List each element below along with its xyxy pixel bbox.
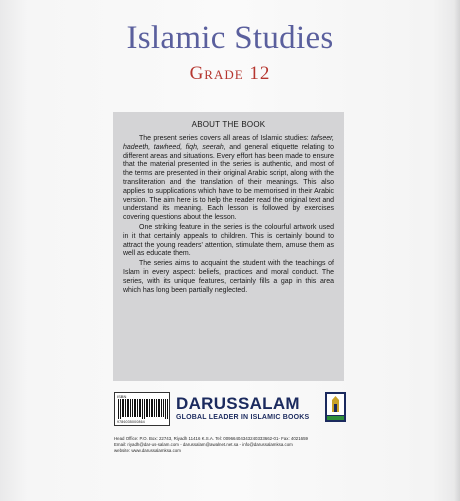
about-paragraph-2: One striking feature in the series is the colourful artwork used in it that certainly appeals to children. This is certainly bound to attract the young readers' attention, stimulate them, amuse them as well as educate them. xyxy=(123,223,334,258)
book-title: Islamic Studies xyxy=(126,20,334,56)
publisher-name: DARUSSALAM xyxy=(176,394,300,413)
publisher-band xyxy=(114,392,346,428)
about-the-book-box xyxy=(113,112,344,381)
barcode-bars-icon xyxy=(118,399,168,419)
p1-rest: and general etiquette relating to different areas and situations. Every effort has been made to ensure that the material presented in the series is authentic, and most of the terms are presented in their original Arabic script, along with the transliteration and the translation of their meanings. This also applies to supplications which have to be memorised in their Arabic version. The aim here is to help the reader read the original text and understand its meaning. Each lesson is followed by exercises covering questions about the lesson. xyxy=(123,143,334,222)
about-paragraph-1 xyxy=(123,135,334,223)
grade-word: Grade xyxy=(189,63,244,84)
publisher-contact xyxy=(114,436,360,455)
p1-terms: tafseer, hadeeth, tawheed, fiqh, seerah, xyxy=(123,135,334,151)
about-paragraph-3: The series aims to acquaint the student with the teachings of Islam in every aspect: beliefs, practices and moral conduct. The series, with its unique features, certainly fills a gap in this area which has long been partially neglected. xyxy=(123,260,334,294)
grade-number: 12 xyxy=(249,63,271,84)
p1-start: The present series covers all areas of Islamic studies: xyxy=(139,135,312,142)
book-grade xyxy=(0,63,460,85)
isbn-digits: 9786035000864 xyxy=(117,420,145,424)
publisher-tagline: GLOBAL LEADER IN ISLAMIC BOOKS xyxy=(176,414,310,421)
contact-head-office: Head Office: P.O. Box: 22743, Riyadh 11416 K.S.A. Tel: 00966404343240333662-01- Fax: 4021659 xyxy=(114,436,308,441)
isbn-barcode xyxy=(114,392,170,426)
isbn-label: ISBN xyxy=(117,394,127,399)
about-heading: ABOUT THE BOOK xyxy=(191,120,266,129)
contact-email: Email: riyadh@dar-us-salam.com - darussalam@awalnet.net.sa - info@darussalamksa.com xyxy=(114,442,293,448)
contact-website: website: www.darussalamksa.com xyxy=(114,448,181,454)
darussalam-logo-icon xyxy=(325,392,346,422)
